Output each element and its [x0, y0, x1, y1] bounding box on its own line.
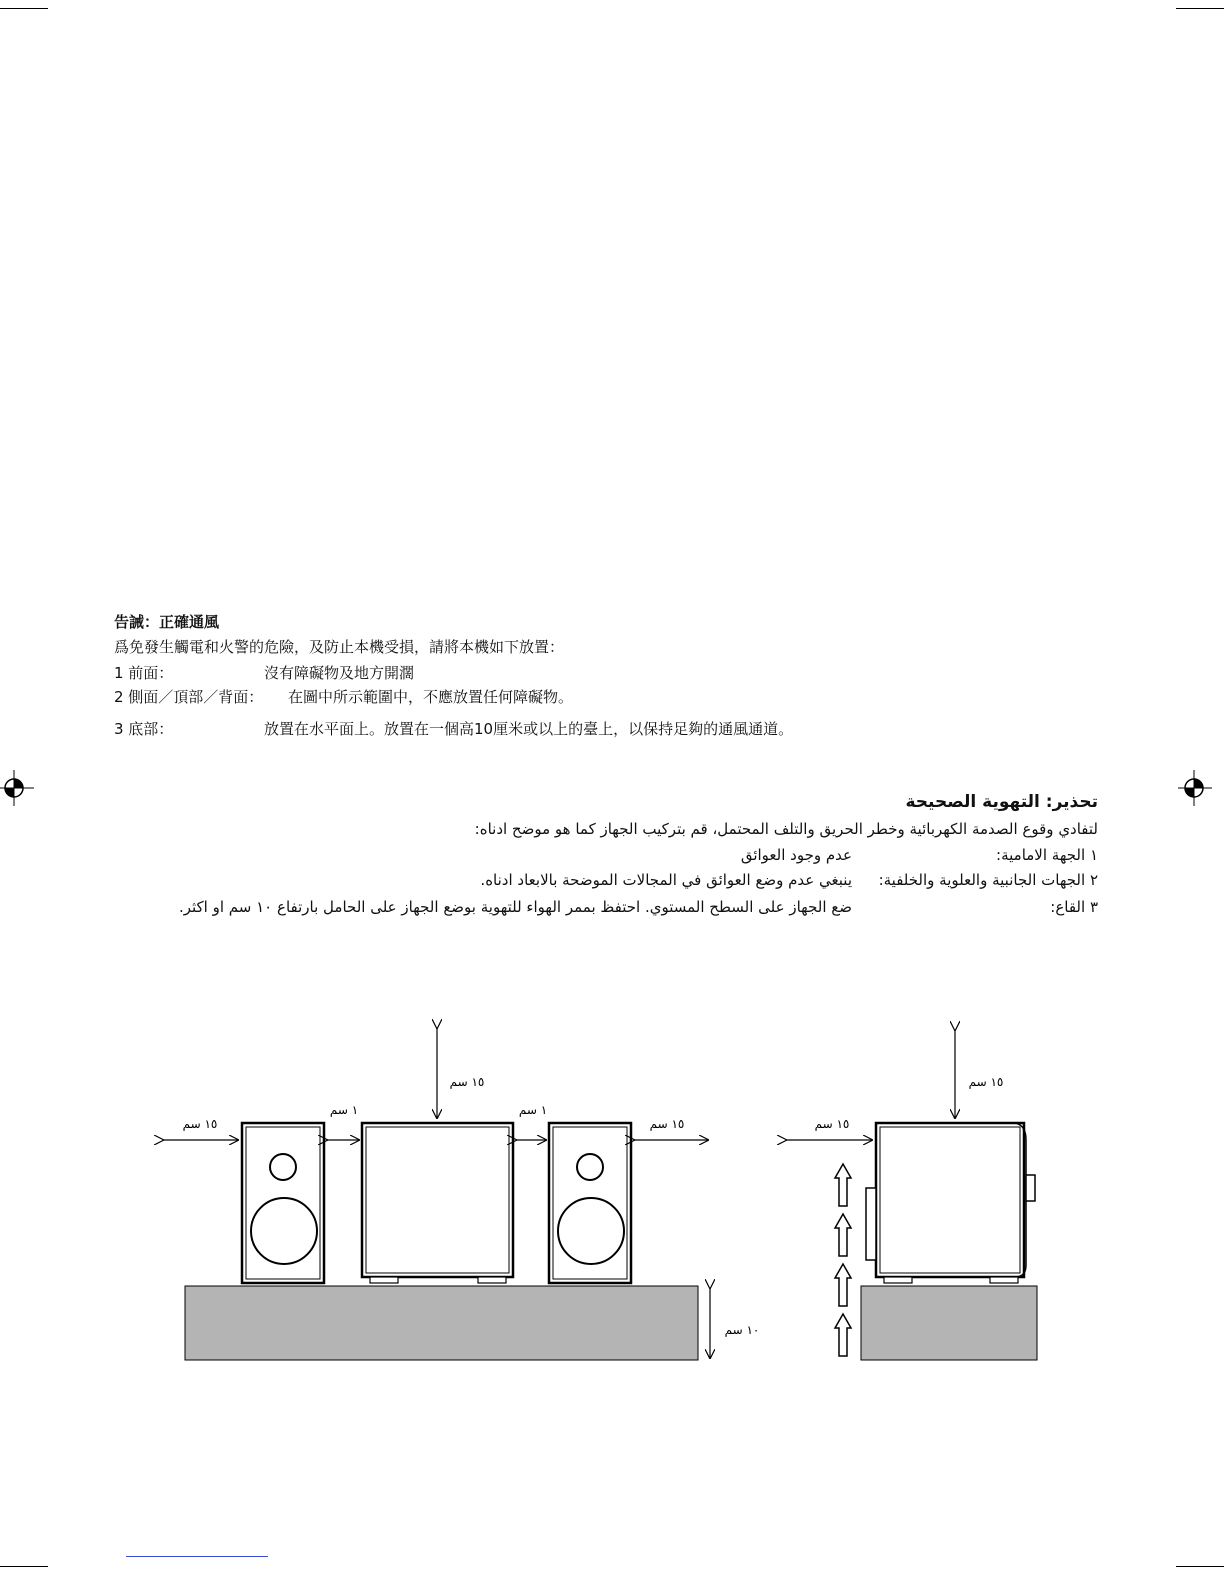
footer-rule: [126, 1556, 268, 1557]
gap-right-label: ١ سم: [518, 1103, 548, 1117]
zh-item-label: 3 底部：: [114, 720, 174, 738]
ar-title: تحذير: التهوية الصحيحة: [905, 792, 1098, 812]
side-top-clearance-label: ١٥ سم: [968, 1075, 1004, 1089]
front-stand: [185, 1286, 698, 1360]
ar-item-2-label: ٢ الجهات الجانبية والعلوية والخلفية:: [878, 871, 1098, 889]
zh-item-value: 在圖中所示範圍中，不應放置任何障礙物。: [288, 688, 574, 706]
gap-left-label: ١ سم: [329, 1103, 359, 1117]
zh-title: 告誡：正確通風: [114, 613, 220, 631]
left-clearance-label: ١٥ سم: [182, 1117, 218, 1131]
zh-intro: 爲免發生觸電和火警的危險，及防止本機受損，請將本機如下放置：: [114, 638, 565, 656]
zh-item-value: 沒有障礙物及地方開濶: [264, 664, 415, 682]
stand-height-label: ١٠ سم: [724, 1323, 760, 1337]
right-clearance-label: ١٥ سم: [649, 1117, 685, 1131]
airflow-arrow-icon: [835, 1164, 851, 1356]
ar-intro: لتفادي وقوع الصدمة الكهربائية وخطر الحريق والتلف المحتمل، قم بتركيب الجهاز كما هو موضح ادناه:: [474, 820, 1098, 838]
right-speaker: [549, 1123, 631, 1283]
ar-item-3-value: ضع الجهاز على السطح المستوي. احتفظ بممر الهواء للتهوية بوضع الجهاز على الحامل بارتفاع ١٠ سم او اكثر.: [178, 898, 852, 916]
center-unit: [362, 1123, 513, 1283]
zh-item-value: 放置在水平面上。放置在一個高10厘米或以上的臺上，以保持足夠的通風通道。: [264, 720, 794, 738]
zh-item-label: 2 側面／頂部／背面：: [114, 688, 264, 706]
top-clearance-label: ١٥ سم: [449, 1075, 485, 1089]
ar-item-2-value: ينبغي عدم وضع العوائق في المجالات الموضحة بالابعاد ادناه.: [480, 871, 852, 889]
ar-item-1-value: عدم وجود العوائق: [740, 846, 852, 864]
side-unit: [866, 1123, 1035, 1283]
zh-item-label: 1 前面：: [114, 664, 174, 682]
ar-item-1-label: ١ الجهة الامامية:: [996, 846, 1098, 864]
side-back-clearance-label: ١٥ سم: [814, 1117, 850, 1131]
ar-item-3-label: ٣ القاع:: [1050, 898, 1098, 916]
left-speaker: [242, 1123, 324, 1283]
side-stand: [861, 1286, 1037, 1360]
